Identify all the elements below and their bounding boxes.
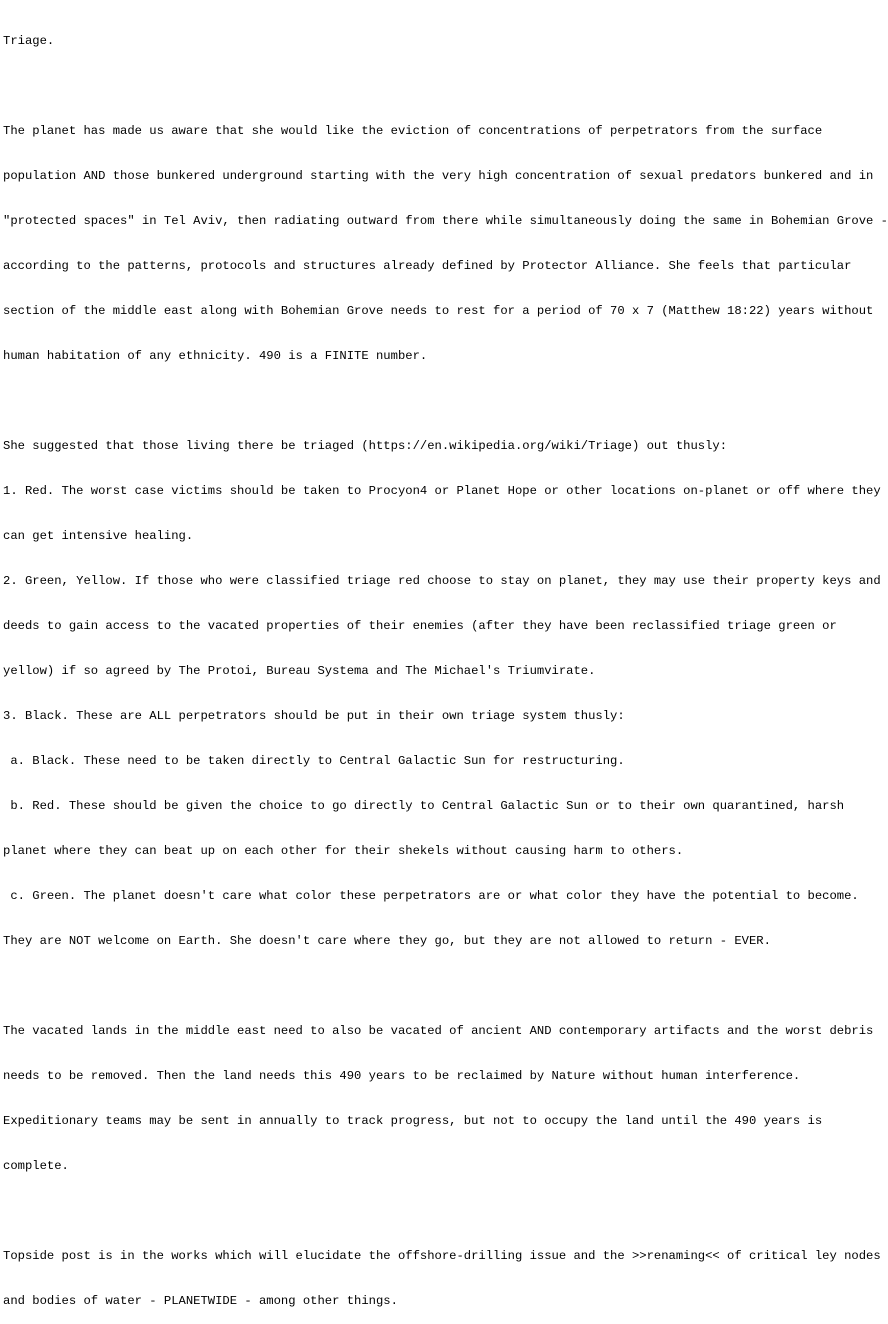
sub-list-item: a. Black. These need to be taken directly to Central Galactic Sun for restructuring. xyxy=(3,754,625,768)
paragraph-line: Expeditionary teams may be sent in annually to track progress, but not to occupy the land until the 490 years is xyxy=(3,1114,823,1128)
list-item: 3. Black. These are ALL perpetrators should be put in their own triage system thusly: xyxy=(3,709,625,723)
paragraph-line: and bodies of water - PLANETWIDE - among other things. xyxy=(3,1294,398,1308)
paragraph-line: complete. xyxy=(3,1159,69,1173)
blank-line xyxy=(3,1204,837,1219)
list-item: 1. Red. The worst case victims should be taken to Procyon4 or Planet Hope or other locations on-planet or off where they xyxy=(3,484,881,498)
list-item: deeds to gain access to the vacated properties of their enemies (after they have been reclassified triage green or xyxy=(3,619,837,633)
blank-line xyxy=(3,394,837,409)
paragraph-line: "protected spaces" in Tel Aviv, then radiating outward from there while simultaneously doing the same in Bohemian Grove - xyxy=(3,214,888,228)
sub-list-item: b. Red. These should be given the choice to go directly to Central Galactic Sun or to their own quarantined, harsh xyxy=(3,799,845,813)
paragraph-line: section of the middle east along with Bohemian Grove needs to rest for a period of 70 x 7 (Matthew 18:22) years without xyxy=(3,304,874,318)
paragraph-line: She suggested that those living there be triaged (https://en.wikipedia.org/wiki/Triage) out thusly: xyxy=(3,439,728,453)
sub-list-item: c. Green. The planet doesn't care what color these perpetrators are or what color they have the potential to become. xyxy=(3,889,859,903)
paragraph-line: needs to be removed. Then the land needs this 490 years to be reclaimed by Nature without human interference. xyxy=(3,1069,801,1083)
list-item: 2. Green, Yellow. If those who were classified triage red choose to stay on planet, they may use their property keys and xyxy=(3,574,881,588)
blank-line xyxy=(3,79,837,94)
sub-list-item: planet where they can beat up on each other for their shekels without causing harm to others. xyxy=(3,844,684,858)
doc-title: Triage. xyxy=(3,34,55,48)
sub-list-item: They are NOT welcome on Earth. She doesn't care where they go, but they are not allowed to return - EVER. xyxy=(3,934,771,948)
paragraph-line: according to the patterns, protocols and structures already defined by Protector Alliance. She feels that particular xyxy=(3,259,852,273)
document-text xyxy=(3,4,888,1324)
paragraph-line: population AND those bunkered underground starting with the very high concentration of sexual predators bunkered and in xyxy=(3,169,874,183)
blank-line xyxy=(3,979,837,994)
list-item: can get intensive healing. xyxy=(3,529,194,543)
paragraph-line: human habitation of any ethnicity. 490 is a FINITE number. xyxy=(3,349,428,363)
paragraph-line: The planet has made us aware that she would like the eviction of concentrations of perpetrators from the surface xyxy=(3,124,823,138)
paragraph-line: Topside post is in the works which will elucidate the offshore-drilling issue and the >>renaming<< of critical ley nodes xyxy=(3,1249,881,1263)
list-item: yellow) if so agreed by The Protoi, Bureau Systema and The Michael's Triumvirate. xyxy=(3,664,596,678)
paragraph-line: The vacated lands in the middle east need to also be vacated of ancient AND contemporary artifacts and the worst debris xyxy=(3,1024,874,1038)
